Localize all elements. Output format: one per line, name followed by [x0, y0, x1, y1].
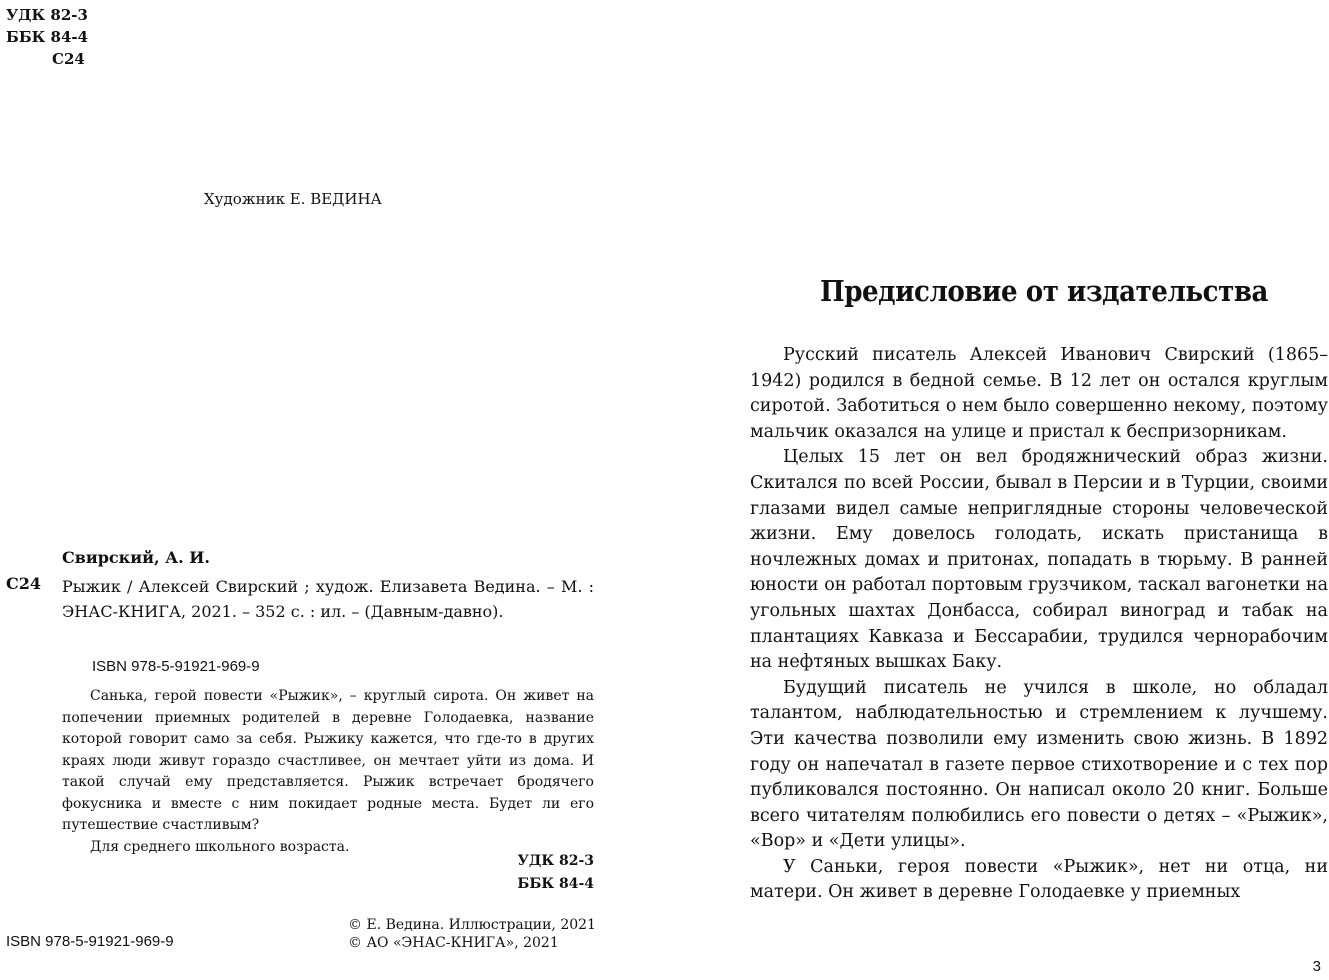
preface-paragraph: Будущий писатель не учился в школе, но обладал талантом, наблюдательностью и стремлением к лучшему. Эти качества позволили ему изменить свою жизнь. В 1892 году он напечатал в газете первое стихотворение и с тех пор публиковался постоянно. Он написал около 20 книг. Больше всего читателям полюбились его повести о детях – «Рыжик», «Вор» и «Дети улицы».	[750, 677, 1328, 852]
preface-paragraph: Русский писатель Алексей Иванович Свирский (1865–1942) родился в бедной семье. В 12 лет он остался круглым сиротой. Заботиться о нем было совершенно некому, поэтому мальчик оказался на улице и пристал к беспризорникам.	[750, 345, 1328, 442]
annotation-text: Санька, герой повести «Рыжик», – круглый сирота. Он живет на попечении приемных родителей в деревне Голодаевка, название которой говорит само за себя. Рыжику кажется, что где-то в других краях люди живут гораздо счастливее, он мечтает уйти из дома. И такой случай ему представляется. Рыжик встречает бродячего фокусника и вместе с ним покидает родные места. Будет ли его путешествие счастливым?	[62, 688, 594, 833]
record-cipher: С24	[6, 574, 41, 593]
isbn-footer: ISBN 978-5-91921-969-9	[6, 933, 174, 950]
preface-page	[740, 0, 1329, 980]
author-heading: Свирский, А. И.	[62, 548, 210, 567]
copyright-block	[348, 916, 596, 952]
copyright-illustrations: © Е. Ведина. Иллюстрации, 2021	[348, 917, 596, 933]
annotation	[62, 686, 594, 858]
udk-code: УДК 82-3	[6, 6, 88, 24]
bibliographic-record: Рыжик / Алексей Свирский ; худож. Елизавета Ведина. – М. : ЭНАС-КНИГА, 2021. – 352 с. : ил. – (Давным-давно).	[62, 577, 594, 621]
bbk-code: ББК 84-4	[6, 28, 89, 46]
artist-credit: Художник Е. ВЕДИНА	[204, 190, 382, 208]
isbn: ISBN 978-5-91921-969-9	[92, 658, 260, 675]
bbk-code-bottom: ББК 84-4	[517, 876, 594, 892]
preface-paragraph: Целых 15 лет он вел бродяжнический образ жизни. Скитался по всей России, бывал в Персии и в Турции, своими глазами видел самые неприглядные стороны человеческой жизни. Ему довелось голодать, искать пристанища в ночлежных домах и притонах, попадать в тюрьму. В ранней юности он работал портовым грузчиком, таскал вагонетки на угольных шахтах Донбасса, собирал виноград и табак на плантациях Кавказа и Бессарабии, трудился чернорабочим на нефтяных вышках Баку.	[750, 447, 1328, 673]
classification-codes-top	[6, 4, 88, 70]
imprint-page	[0, 0, 620, 980]
author-cipher: С24	[52, 50, 85, 68]
audience-note: Для среднего школьного возраста.	[90, 838, 350, 855]
preface-paragraph: У Саньки, героя повести «Рыжик», нет ни отца, ни матери. Он живет в деревне Голодаевке у приемных	[750, 856, 1328, 903]
copyright-publisher: © АО «ЭНАС-КНИГА», 2021	[348, 935, 559, 951]
udk-code-bottom: УДК 82-3	[517, 853, 594, 869]
page-number: 3	[1312, 958, 1321, 975]
preface-title: Предисловие от издательства	[820, 274, 1269, 308]
preface-body	[750, 343, 1328, 906]
classification-codes-bottom	[514, 850, 594, 896]
